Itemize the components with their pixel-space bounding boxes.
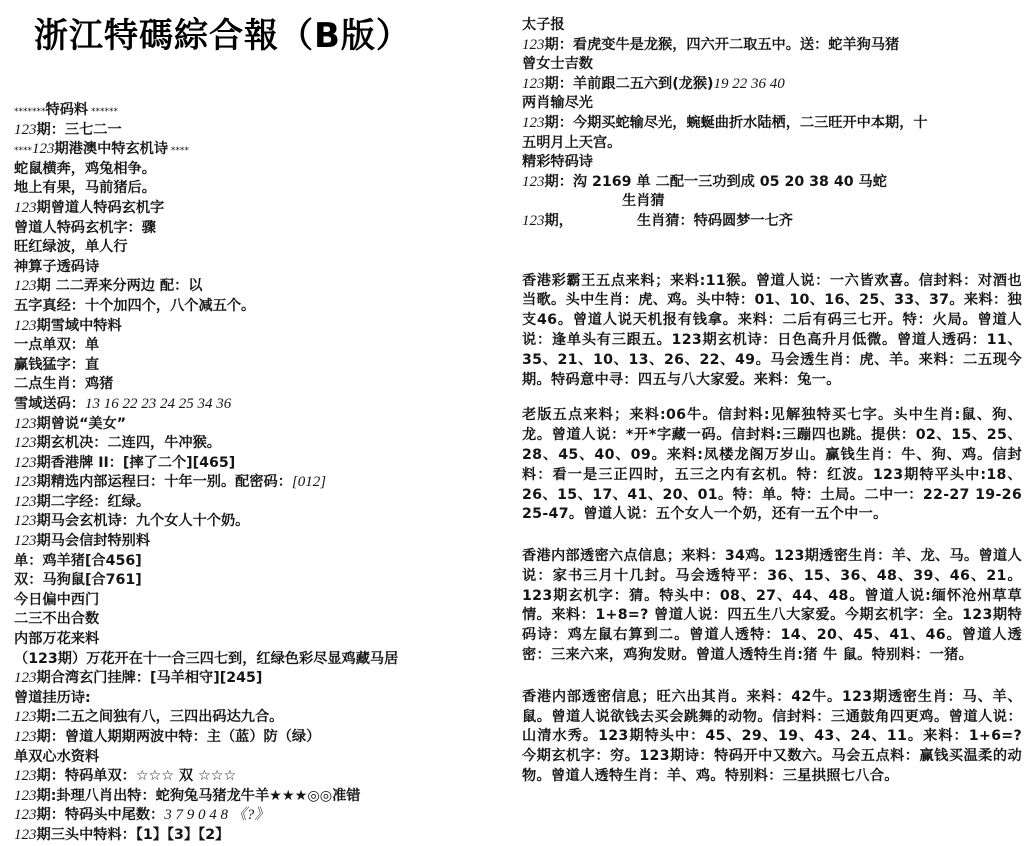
right-column	[522, 16, 1022, 787]
text-line: 123期精选内部运程曰：十年一别。配密码：[012]	[14, 474, 327, 491]
text-line: 单：鸡羊猪[合456]	[14, 552, 142, 569]
text-line: 曾道挂历诗:	[14, 689, 91, 706]
text-line: 123期雪域中特料	[14, 317, 122, 334]
section-header: 太子报	[522, 17, 565, 33]
spacer	[522, 232, 1022, 272]
text-line: 二点生肖：鸡猪	[14, 376, 114, 393]
text-line: 123期：曾道人期期两波中特：主（蓝）防（绿）	[14, 729, 321, 745]
paragraph-caibawang: 香港彩霸王五点来料；来料:11猴。曾道人说：一六皆欢喜。信封料：对酒也当歌。头中生肖：虎、鸡。头中特：01、10、16、25、33、37。来料：独支46。曾道人说天机报有钱拿。来料：二后有码三七开。特：火局。曾道人说：逢单头有三跟五。123期玄机诗：日色高升月低微。曾道人透码：11、35、21、10、13、26、22、49。马会透生肖：虎、羊。来料：二五现今期。特码意中寻：四五与八大家爱。来料：兔一。	[522, 272, 1022, 388]
text-line: 123期玄机决：二连四，牛冲猴。	[14, 435, 221, 452]
text-line: 旺红绿波，单人行	[14, 239, 128, 256]
text-line: 123期二字经：红绿。	[14, 493, 151, 510]
text-line: 一点单双：单	[14, 337, 100, 354]
section-header-poem: ****123期港澳中特玄机诗 ****	[14, 141, 189, 158]
text-line: 123期合湾玄门挂牌：[马羊相守][245]	[14, 670, 263, 687]
text-line: 双：马狗鼠[合761]	[14, 572, 142, 589]
text-line: 蛇鼠横奔，鸡兔相争。	[14, 160, 156, 177]
text-line: 123期三头中特料：【1】【3】【2】	[14, 826, 230, 843]
text-line: 123期香港牌 II：[摔了二个][465]	[14, 454, 236, 471]
paragraph-toumi-six: 香港内部透密六点信息；来料：34鸡。123期透密生肖：羊、龙、马。曾道人说：家书三月十几封。马会透特平：36、15、36、48、39、46、21。123期玄机字：猜。特头中：08、27、44、48。曾道人说:缅怀沧州草草情。来料：1+8=? 曾道人说：四五生八大家爱。今期玄机字：全。123期特码诗：鸡左鼠右算到二。曾道人透特：14、20、45、41、46。曾道人透密：三来六来，鸡狗发财。曾道人透特生肖:猪 牛 鼠。特别料：一猪。	[522, 548, 1022, 664]
text-line: 123期， 生肖猜：特码圆梦一七齐	[522, 212, 793, 229]
paragraph-toumi-info: 香港内部透密信息；旺六出其肖。来料：42牛。123期透密生肖：马、羊、鼠。曾道人说欲钱去买会跳舞的动物。信封料：三通鼓角四更鸡。曾道人说：山清水秀。123期特头中：45、29、19、43、24、11。来料：1+6=? 今期玄机字：穷。123期诗：特码开中又数六。马会五点料：赢钱买温柔的动物。曾道人透特生肖：羊、鸡。特别料：三星拱照七八合。	[522, 688, 1022, 785]
text-line: 地上有果，马前猪后。	[14, 180, 156, 197]
text-line: 123期马会信封特别料	[14, 533, 151, 550]
text-line: 曾道人特码玄机字：骤	[14, 219, 156, 236]
spacer	[522, 390, 1022, 406]
text-line: 123期：今期买蛇输尽光，蜿蜒曲折水陆栖，二三旺开中本期，十	[522, 114, 928, 131]
text-line: 123期:卦理八肖出特：蛇狗兔马猪龙牛羊★★★◎◎准错	[14, 787, 361, 804]
text-line: 赢钱猛字：直	[14, 356, 100, 373]
spacer	[522, 666, 1022, 688]
section-header: 精彩特码诗	[522, 154, 593, 171]
text-line: 单双心水资料	[14, 748, 100, 765]
section-header-special-code: *******特码料 ******	[14, 102, 118, 118]
text-line: 123期：羊前跟二五六到(龙猴)19 22 36 40	[522, 75, 785, 92]
text-line: 五明月上天宫。	[522, 134, 622, 151]
text-line: 123期:二五之间独有八，三四出码达九合。	[14, 709, 284, 726]
text-line: 五字真经：十个加四个，八个减五个。	[14, 297, 256, 314]
text-line: 123期 二二弄来分两边 配：以	[14, 278, 203, 295]
section-header: 两肖输尽光	[522, 95, 593, 112]
text-line: 神算子透码诗	[14, 258, 100, 275]
text-line: 内部万花来料	[14, 631, 100, 648]
text-line: 二三不出合数	[14, 611, 100, 628]
text-line: （123期）万花开在十一合三四七到，红绿色彩尽显鸡藏马居	[14, 650, 399, 667]
text-line: 今日偏中西门	[14, 591, 100, 608]
text-line: 123期：特码头中尾数：3 7 9 0 4 8 《?》	[14, 807, 270, 824]
section-header: 曾女士吉数	[522, 56, 593, 73]
text-line: 123期：沟 2169 单 二配一三功到成 05 20 38 40 马蛇	[522, 173, 887, 190]
text-line: 123期曾道人特码玄机字	[14, 199, 165, 216]
text-line: 123期：看虎变牛是龙猴，四六开二取五中。送：蛇羊狗马猪	[522, 36, 900, 53]
text-line: 123期曾说“美女”	[14, 415, 127, 432]
text-line: 123期马会玄机诗：九个女人十个奶。	[14, 513, 250, 530]
text-line: 123期：特码单双：☆☆☆ 双 ☆☆☆	[14, 768, 237, 785]
text-line: 123期：三七二一	[14, 121, 122, 138]
page-title: 浙江特碼綜合報（B版）	[34, 16, 411, 56]
text-line: 生肖猜	[622, 193, 665, 210]
paragraph-laoban: 老版五点来料；来料:06牛。信封料:见解独特买七字。头中生肖:鼠、狗、龙。曾道人说：*开*字藏一码。信封料:三蹦四也跳。提供：02、15、25、28、45、40、09。来料:凤楼龙阁万岁山。赢钱生肖：牛、狗、鸡。信封料：看一是三正四时，五三之内有玄机。特：红波。123期特平头中:18、26、15、17、41、20、01。特：单。特：土局。二中一：22-27 19-26 25-47。曾道人说：五个女人一个奶，还有一五个中一。	[522, 407, 1022, 523]
spacer	[522, 525, 1022, 547]
left-column	[14, 101, 504, 846]
text-line: 雪域送码：13 16 22 23 24 25 34 36	[14, 395, 232, 412]
